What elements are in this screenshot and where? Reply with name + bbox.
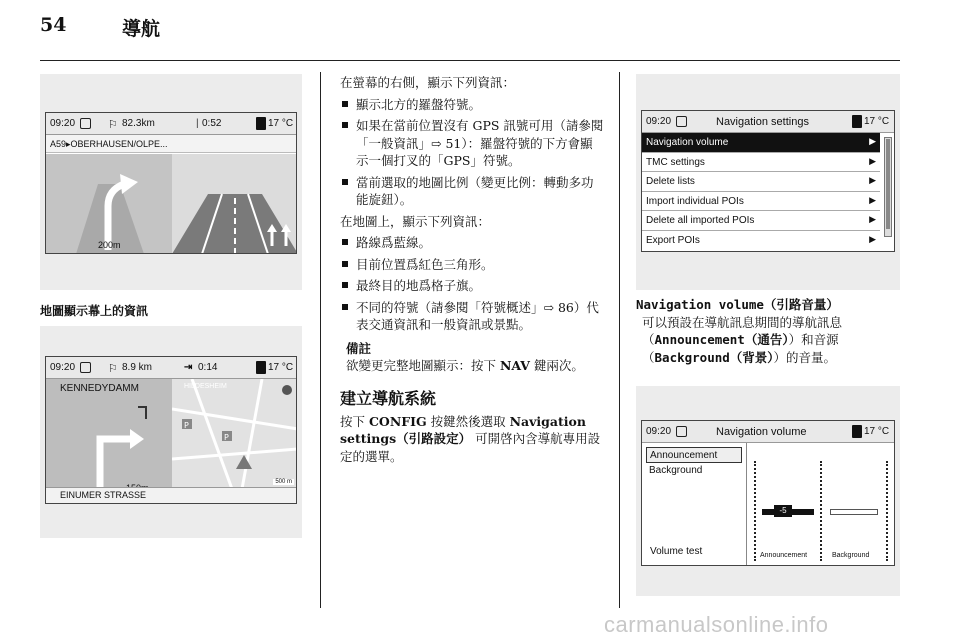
menu-item-label: Delete all imported POIs [646,215,755,227]
phone-icon [852,115,862,128]
temperature: 17 °C [864,426,890,437]
map-scale: 500 m [275,479,292,485]
list-item: 路線爲藍線。 [340,234,604,252]
eta: 0:52 [202,118,222,129]
level-scale [754,461,756,561]
divider [746,443,747,566]
background-label: Background [832,552,870,559]
figure-panel-volume [636,386,900,596]
note-text-part: 鍵兩次。 [529,358,584,373]
section-text-part: 按下 [340,413,369,429]
announcement-term: Announcement（通告） [654,332,789,347]
turn-arrow-icon [46,154,172,254]
chevron-right-icon: ▶ [869,136,876,146]
nav-volume-body [636,314,900,367]
status-bar [46,357,296,379]
level-scale [820,461,822,561]
map-intro: 在地圖上，顯示下列資訊： [340,213,491,229]
clock-icon [676,116,687,127]
clock: 09:20 [50,362,76,373]
list-item: 如果在當前位置沒有 GPS 訊號可用（請參閱「一般資訊」⇨ 51）：羅盤符號的下方會顯示一個打叉的「GPS」符號。 [340,117,604,170]
section-text-part: 按鍵然後選取 [426,413,510,429]
nav-volume-heading: Navigation volume（引路音量） [636,297,839,312]
phone-icon [852,425,862,438]
clock: 09:20 [50,118,76,129]
list-item: 顯示北方的羅盤符號。 [340,96,604,114]
watermark: carmanualsonline.info [604,612,829,637]
status-bar [642,421,894,443]
junction-view [46,154,172,254]
menu-name: Navigation settings（引路設定） [340,413,586,446]
menu-item-label: Navigation volume [646,137,729,148]
clock-icon [676,426,687,437]
menu-item-label: Delete lists [646,176,695,188]
section-text [340,413,604,466]
background-slider[interactable] [830,509,878,515]
section-heading: 建立導航系統 [340,388,437,408]
clock-icon [80,118,91,129]
body-text-part: 可以預設在導航訊息期間的導航訊息（ [642,314,843,347]
column-divider-right [619,72,620,608]
volume-item-announcement[interactable]: Announcement [646,447,742,463]
distance-to-destination: 82.3km [122,118,155,129]
chevron-right-icon: ▶ [869,233,876,244]
volume-test-button[interactable]: Volume test [650,546,703,557]
clock-icon [80,362,91,373]
map-screen [45,356,297,504]
settings-menu [642,133,880,251]
screen-title: Navigation volume [716,426,807,438]
middle-column [340,74,604,465]
clock: 09:20 [646,116,672,127]
scrollbar[interactable] [884,137,892,237]
status-bar [46,113,296,135]
compass-icon [282,385,292,395]
header-rule [40,60,900,61]
separator: | [196,118,199,129]
section-text-part: 可開啓內含導航專用設定的選單。 [340,431,601,464]
note-text-part: 欲變更完整地圖顯示：按下 [346,358,500,373]
volume-screen [641,420,895,566]
svg-text:P: P [224,433,229,442]
turn-panel [46,379,172,504]
list-item: 目前位置爲紅色三角形。 [340,256,604,274]
current-street [46,487,296,503]
guidance-screen [45,112,297,254]
scrollbar-thumb[interactable] [886,139,890,229]
list-item: 當前選取的地圖比例（變更比例：轉動多功能旋鈕）。 [340,174,604,209]
clock: 09:20 [646,426,672,437]
lane-view [172,154,297,254]
menu-item-tmc-settings[interactable] [642,153,880,173]
screen-title: Navigation settings [716,116,809,128]
right-side-intro: 在螢幕的右側，顯示下列資訊： [340,75,516,90]
menu-item-label: TMC settings [646,156,705,168]
flag-icon: ⚐ [108,119,118,131]
body-text-part: ）的音量。 [773,349,837,365]
level-scale [886,461,888,561]
config-key: CONFIG [368,413,427,429]
menu-item-export-pois[interactable] [642,231,880,251]
figure-panel-map [40,326,302,538]
settings-screen [641,110,895,252]
announcement-label: Announcement [760,552,808,559]
nav-key: NAV [499,358,530,373]
phone-icon [256,361,266,374]
eta: 0:14 [198,362,218,373]
turn-right-arrow-icon [46,379,172,504]
flag-icon: ⚐ [108,363,118,375]
page-title: 導航 [122,18,161,40]
note-text [340,357,604,375]
town-label: HILDESHEIM [184,383,227,390]
chevron-right-icon: ▶ [869,214,876,225]
figure-panel-guidance [40,74,302,290]
temperature: 17 °C [268,118,294,129]
menu-item-navigation-volume[interactable] [642,133,880,153]
menu-item-import-pois[interactable] [642,192,880,212]
temperature: 17 °C [268,362,294,373]
column-divider-left [320,72,321,608]
road-sign [46,135,296,153]
figure-caption: 地圖顯示幕上的資訊 [40,304,149,318]
menu-item-label: Export POIs [646,234,700,246]
menu-item-delete-lists[interactable] [642,172,880,192]
list-item: 不同的符號（請參閱「符號概述」⇨ 86）代表交通資訊和一般資訊或景點。 [340,299,604,334]
temperature: 17 °C [864,116,890,127]
menu-item-delete-imported-pois[interactable] [642,211,880,231]
status-bar [642,111,894,133]
distance-to-destination: 8.9 km [122,362,153,373]
chevron-right-icon: ▶ [869,194,876,205]
background-term: Background（背景） [654,349,774,365]
list-item: 最終目的地爲格子旗。 [340,277,604,295]
road-sign-text: A59▸OBERHAUSEN/OLPE... [50,139,168,149]
map-roads-icon [172,379,297,489]
chevron-right-icon: ▶ [869,155,876,166]
page-number: 54 [40,14,67,36]
chevron-right-icon: ▶ [869,175,876,186]
lane-icon [172,154,297,254]
street-name-bottom: EINUMER STRASSE [60,490,147,500]
svg-text:P: P [184,421,189,430]
arrival-icon: ⇥ [184,362,193,373]
city-map [172,379,297,489]
nav-volume-text [636,296,900,366]
figure-panel-settings [636,74,900,290]
volume-item-background[interactable]: Background [649,465,703,476]
note-title: 備註 [346,340,372,356]
phone-icon [256,117,266,130]
slider-value: -5 [774,505,792,517]
body-text-part: ）和音源（ [642,332,839,365]
scale-label: 200m [98,240,121,250]
volume-list [646,447,742,479]
menu-item-label: Import individual POIs [646,195,744,207]
street-name-top: KENNEDYDAMM [60,383,139,394]
